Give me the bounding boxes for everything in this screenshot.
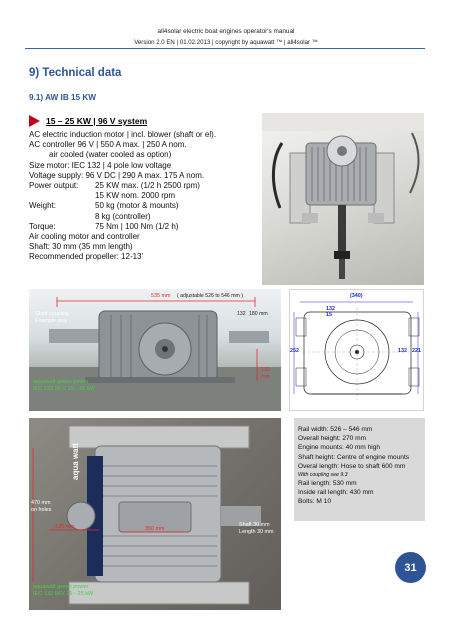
spec-list — [29, 130, 259, 263]
spec-weight — [29, 201, 259, 211]
dim-overall-height: Overall height: 270 mm — [298, 435, 367, 443]
dim-shaft-height: Shaft height: Centre of engine mounts — [298, 453, 410, 461]
brand-label: aqua watt — [71, 443, 80, 480]
label-adjustable-range: ( adjustable 526 to 546 mm ) — [177, 293, 244, 299]
spec-cooling-option: air cooled (water cooled as option) — [49, 150, 172, 160]
drawing-dim-221: 221 — [412, 348, 421, 354]
spec-controller: AC controller 96 V | 550 A max. | 250 A nom. — [29, 140, 187, 150]
drawing-dim-132b: 132 — [398, 348, 407, 354]
dim-rail-length: Rail length: 530 mm — [298, 480, 357, 488]
label-470mm: 470 mm — [31, 500, 51, 506]
label-dim-mm: mm — [261, 374, 270, 380]
spec-weight-motor: 50 kg (motor & mounts) — [95, 201, 179, 211]
label-example-only: Example only — [35, 318, 68, 324]
spec-power-nom: 15 KW nom. 2000 rpm — [95, 191, 176, 201]
motor-rails-illustration — [29, 289, 281, 411]
spec-torque — [29, 222, 259, 232]
spec-power — [29, 181, 259, 191]
spec-power-label: Power output: — [29, 181, 79, 191]
caption-model: IEC 132 96 V 15 - 25 kW — [33, 386, 95, 392]
dim-overall-length: Overal length: Hose to shaft 600 mm — [298, 462, 406, 470]
spec-size: Size motor: IEC 132 | 4 pole low voltage — [29, 160, 172, 170]
motor-photo-illustration — [262, 113, 424, 285]
label-dim-132-height: 132 — [261, 367, 270, 373]
header-version: Version 2.0 EN | 01.02.2013 | copyright by aquawatt ™ | all4solar ™ — [134, 39, 318, 46]
motor-rails-photo — [29, 289, 281, 411]
technical-drawing — [289, 289, 424, 411]
drawing-dim-252: 252 — [290, 348, 299, 354]
spec-motor: AC electric induction motor | incl. blower (shaft or el). — [29, 130, 217, 139]
label-350mm: 350 mm — [145, 526, 165, 532]
label-shaft-length: Length 30 mm — [239, 529, 274, 535]
dim-engine-mounts: Engine mounts: 40 mm high — [298, 444, 381, 452]
header-title: all4solar electric boat engines operator's manual — [157, 28, 295, 35]
spec-power-max: 25 KW max. (1/2 h 2500 rpm) — [95, 181, 200, 191]
label-dim-132: 132 — [237, 311, 246, 317]
spec-shaft: Shaft: 30 mm (35 mm length) — [29, 242, 133, 252]
label-on-holes: on holes — [31, 507, 52, 513]
motor-top-view-illustration — [29, 418, 281, 610]
drawing-dim-340: (340) — [350, 293, 363, 299]
dim-rail-width: Rail width: 526 – 546 mm — [298, 426, 373, 433]
section-subtitle: 9.1) AW IB 15 KW — [29, 93, 97, 102]
label-125mm: 125 mm — [55, 524, 75, 530]
header-divider — [25, 48, 425, 49]
dim-coupling-note: With coupling see 9.3 — [298, 472, 348, 479]
dim-inside-rail: Inside rail length: 430 mm — [298, 489, 374, 497]
spec-weight-label: Weight: — [29, 201, 56, 211]
motor-top-view-photo — [29, 418, 281, 610]
drawing-dim-132: 132 — [326, 306, 335, 312]
dimensions-box — [294, 418, 425, 521]
dim-bolts: Bolts: M 10 — [298, 498, 331, 506]
label-shaft-coupling: Shaft coupling — [35, 311, 70, 317]
triangle-bullet-icon — [29, 115, 40, 127]
drawing-dim-15: 15 — [326, 312, 332, 318]
label-length-535: 535 mm — [151, 293, 171, 299]
spec-torque-value: 75 Nm | 100 Nm (1/2 h) — [95, 221, 179, 231]
spec-propeller: Recommended propeller: 12-13' — [29, 252, 144, 262]
system-title: 15 – 25 KW | 96 V system — [46, 116, 148, 126]
label-shaft-30: Shaft 30 mm — [239, 522, 270, 528]
spec-torque-label: Torque: — [29, 221, 56, 231]
caption-brand-bottom: aquawatt green power — [33, 584, 89, 590]
page-number-badge: 31 — [395, 552, 426, 583]
spec-weight-controller: 8 kg (controller) — [95, 211, 151, 221]
system-heading — [29, 114, 147, 128]
caption-brand: aquawatt green power — [33, 379, 89, 385]
section-title: 9) Technical data — [29, 67, 122, 79]
spec-voltage: Voltage supply: 96 V DC | 290 A max. 175 A nom. — [29, 170, 205, 180]
spec-air-cooling: Air cooling motor and controller — [29, 232, 140, 242]
motor-photo — [262, 113, 424, 285]
caption-model-bottom: IEC 132 96V 15 - 25 kW — [33, 591, 94, 597]
label-dim-180: 180 mm — [249, 311, 268, 317]
